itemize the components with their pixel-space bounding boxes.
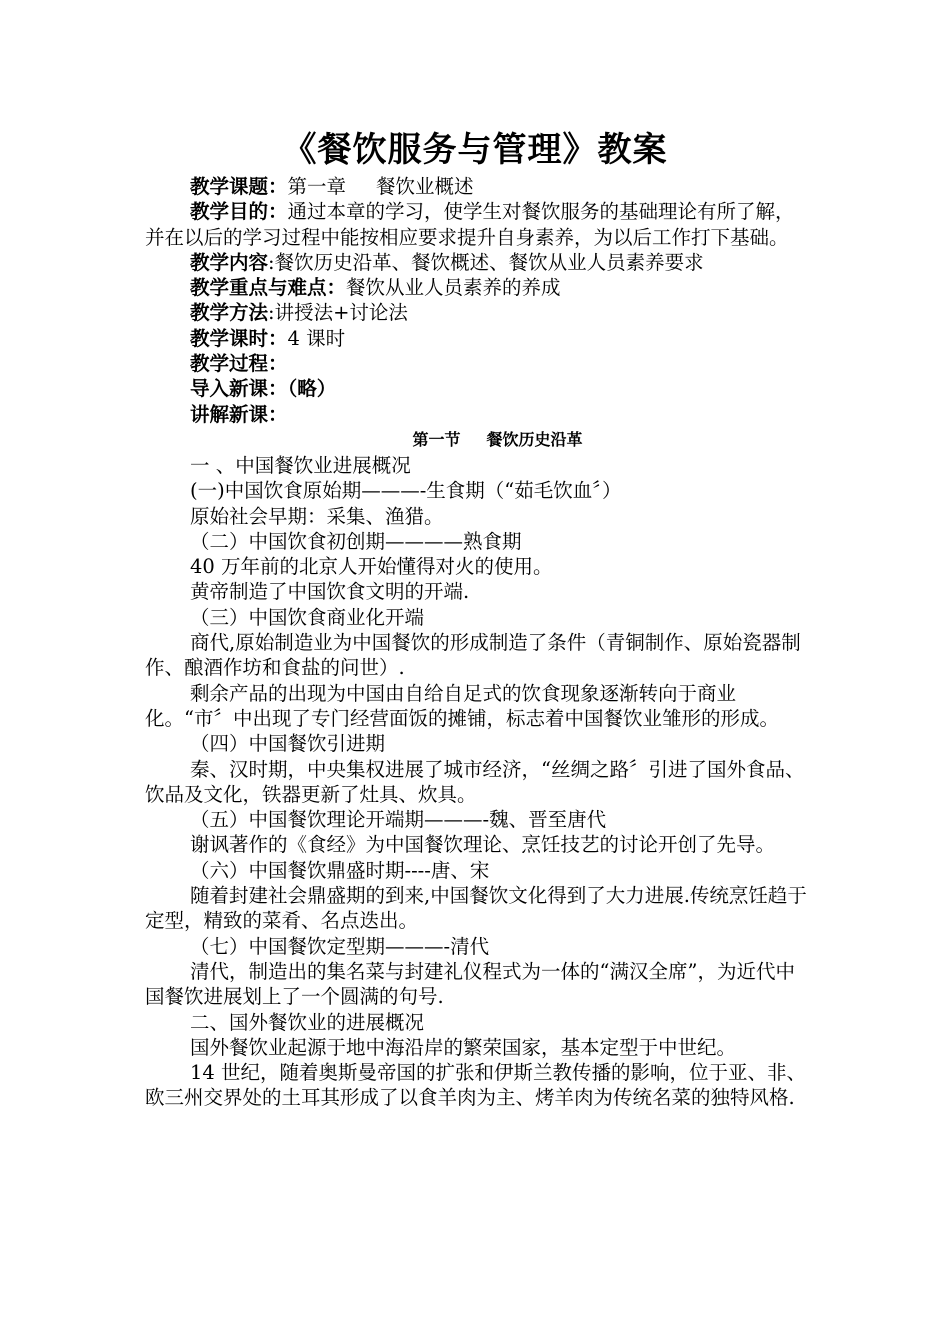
- goal-label: 教学目的: [190, 200, 269, 224]
- section-number: 第一节: [412, 429, 461, 449]
- paragraph: （二）中国饮食初创期————熟食期: [190, 529, 522, 553]
- section-name: 餐饮历史沿革: [486, 429, 583, 449]
- paragraph: （六）中国餐饮鼎盛时期----唐、宋: [190, 858, 490, 882]
- paragraph: 黄帝制造了中国饮食文明的开端.: [190, 580, 470, 604]
- meta-focus: 教学重点与难点：餐饮从业人员素养的养成: [190, 276, 561, 300]
- focus-value: 餐饮从业人员素养的养成: [346, 276, 561, 300]
- meta-hours: 教学课时：4 课时: [190, 326, 346, 350]
- document-title: 《餐饮服务与管理》教案: [282, 130, 668, 170]
- paragraph: 二、国外餐饮业的进展概况: [190, 1010, 425, 1034]
- meta-content: 教学内容:餐饮历史沿革、餐饮概述、餐饮从业人员素养要求: [190, 250, 704, 274]
- topic-label: 教学课题: [190, 175, 269, 198]
- paragraph: 清代，制造出的集名菜与封建礼仪程式为一体的“满汉全席”，为近代中国餐饮进展划上了一个圆满的句号.: [145, 959, 795, 1009]
- focus-label: 教学重点与难点: [190, 276, 327, 300]
- topic-name: 餐饮业概述: [376, 175, 474, 198]
- meta-topic: 教学课题：第一章 餐饮业概述: [190, 175, 474, 198]
- hours-value: 4 课时: [287, 326, 346, 350]
- paragraph: 14 世纪，随着奥斯曼帝国的扩张和伊斯兰教传播的影响，位于亚、非、欧三州交界处的土耳其形成了以食羊肉为主、烤羊肉为传统名菜的独特风格.: [145, 1061, 807, 1110]
- meta-lecture: 讲解新课：: [190, 402, 288, 426]
- document-body: [145, 174, 810, 1111]
- paragraph: （五）中国餐饮理论开端期———-魏、晋至唐代: [190, 808, 607, 832]
- meta-intro: 导入新课：（略）: [190, 377, 337, 401]
- meta-method: 教学方法:讲授法+讨论法: [190, 301, 408, 325]
- method-value: 讲授法+讨论法: [274, 301, 408, 325]
- content-label: 教学内容: [190, 250, 269, 274]
- paragraph: 40 万年前的北京人开始懂得对火的使用。: [190, 555, 553, 579]
- paragraph: （四）中国餐饮引进期: [190, 732, 386, 756]
- paragraph: (一)中国饮食原始期———-生食期（“茹毛饮血〞）: [190, 479, 622, 503]
- paragraph: 谢讽著作的《食经》为中国餐饮理论、烹饪技艺的讨论开创了先导。: [190, 833, 776, 857]
- paragraph: 商代,原始制造业为中国餐饮的形成制造了条件（青铜制作、原始瓷器制作、酿酒作坊和食盐的问世）.: [145, 631, 801, 680]
- paragraph: 秦、汉时期，中央集权进展了城市经济，“丝绸之路〞引进了国外食品、饮品及文化，铁器更新了灶具、炊具。: [145, 757, 805, 806]
- goal-value: 通过本章的学习，使学生对餐饮服务的基础理论有所了解，并在以后的学习过程中能按相应要求提升自身素养，为以后工作打下基础。: [145, 200, 795, 249]
- paragraph: 剩余产品的出现为中国由自给自足式的饮食现象逐渐转向于商业化。“市〞中出现了专门经营面饭的摊铺，标志着中国餐饮业雏形的形成。: [145, 681, 779, 730]
- content-value: 餐饮历史沿革、餐饮概述、餐饮从业人员素养要求: [274, 250, 704, 274]
- meta-goal: 教学目的：通过本章的学习，使学生对餐饮服务的基础理论有所了解，并在以后的学习过程中能按相应要求提升自身素养，为以后工作打下基础。: [145, 200, 795, 249]
- paragraph: 原始社会早期：采集、渔猎。: [190, 504, 444, 528]
- topic-chapter: 第一章: [287, 175, 347, 198]
- hours-label: 教学课时: [190, 326, 269, 350]
- paragraph: 一 、中国餐饮业进展概况: [190, 453, 411, 477]
- paragraph: （三）中国饮食商业化开端: [190, 605, 425, 629]
- paragraph: 随着封建社会鼎盛期的到来,中国餐饮文化得到了大力进展.传统烹饪趋于定型，精致的菜肴、名点迭出。: [145, 884, 807, 933]
- section-heading: [145, 427, 810, 453]
- method-label: 教学方法: [190, 301, 269, 325]
- meta-process: 教学过程：: [190, 352, 288, 376]
- paragraph: 国外餐饮业起源于地中海沿岸的繁荣国家，基本定型于中世纪。: [190, 1035, 737, 1059]
- paragraph: （七）中国餐饮定型期———-清代: [190, 934, 490, 958]
